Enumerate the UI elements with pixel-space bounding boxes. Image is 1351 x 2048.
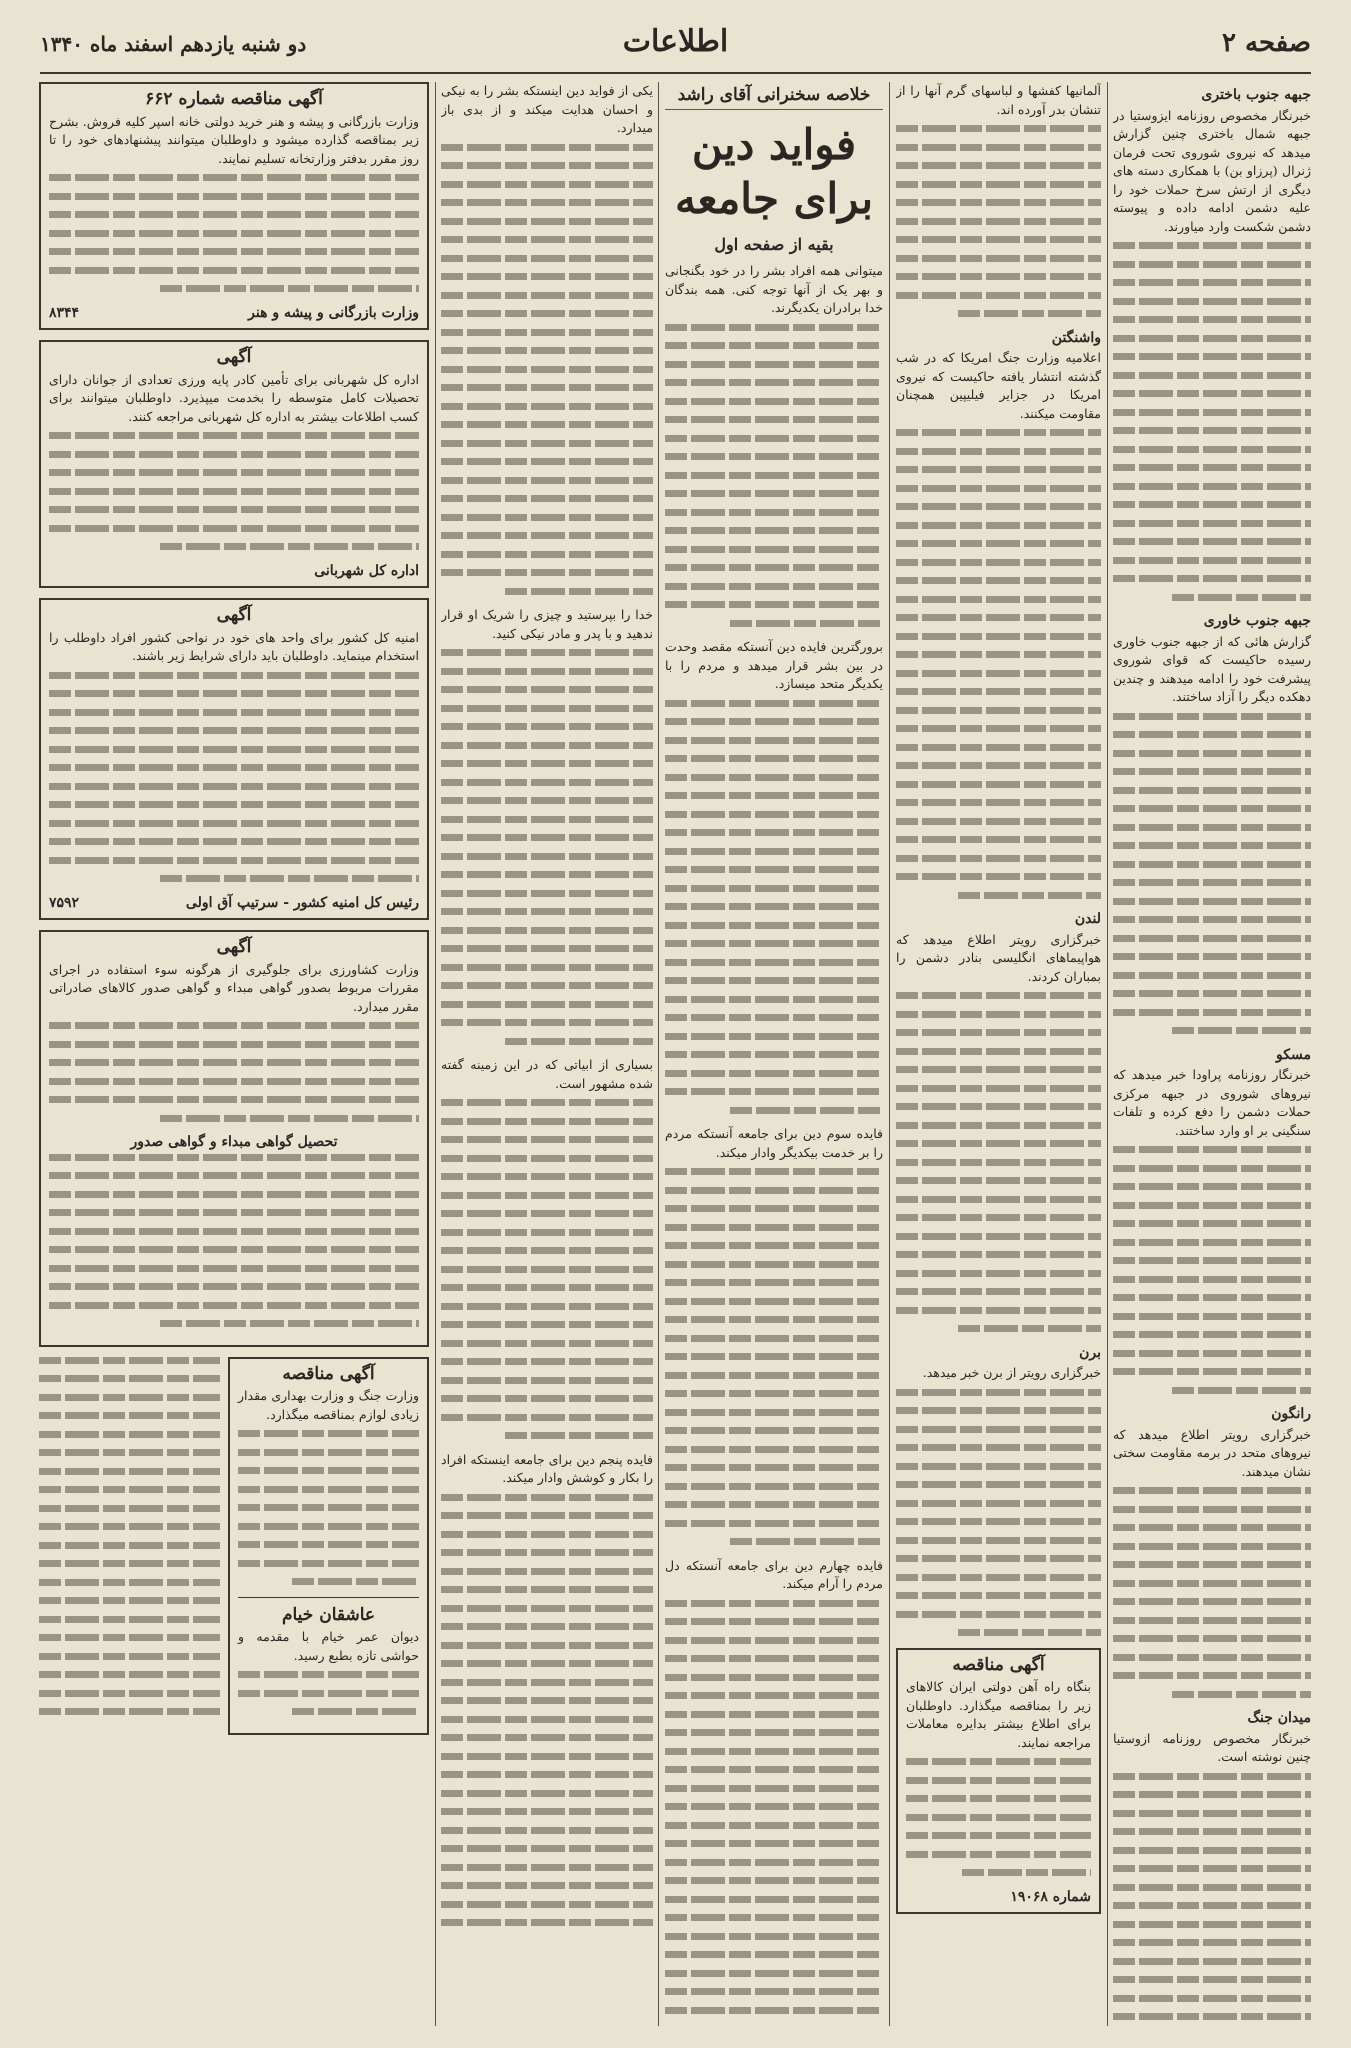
body-text-lines	[441, 1494, 653, 1927]
tender-notice-box	[896, 1648, 1101, 1915]
headline: جبهه جنوب خاوری	[1203, 613, 1311, 629]
masthead	[40, 14, 1311, 74]
tender-notice-box	[39, 82, 429, 330]
body-text-lines	[896, 992, 1101, 1332]
column-rule	[435, 82, 436, 2026]
article-text: فایده سوم دین برای جامعه آنستکه مردم را بر خدمت بیکدیگر وادار میکند.	[665, 1126, 883, 1160]
page-label: صفحه ۲	[1222, 28, 1311, 58]
body-text-lines	[665, 1168, 883, 1545]
notice-ref: شماره ۱۹۰۶۸	[1010, 1888, 1091, 1905]
article-text: خبرگزاری رویتر اطلاع میدهد که هواپیماهای انگلیسی بنادر دشمن را بمباران کردند.	[896, 931, 1101, 984]
body-text-lines	[1113, 1773, 1311, 2027]
notice-signature: رئیس کل امنیه کشور - سرتیپ آق اولی	[185, 894, 419, 911]
article-text: خبرگزاری رویتر از برن خبر میدهد.	[922, 1365, 1101, 1380]
body-text-lines	[896, 125, 1101, 317]
body-text-lines	[49, 672, 419, 883]
police-notice-box	[39, 340, 429, 588]
notice-text: امنیه کل کشور برای واحد های خود در نواحی کشور افراد داوطلب را استخدام مینماید. داوطلبان باید دارای شرایط زیر باشند.	[49, 629, 419, 663]
notice-title: آگهی	[216, 347, 252, 367]
notice-title: آگهی	[216, 605, 252, 625]
tender-notice-box	[228, 1357, 429, 1735]
notice-ref: ۷۵۹۲	[49, 894, 80, 911]
body-text-lines	[49, 1022, 419, 1122]
notice-text: بنگاه راه آهن دولتی ایران کالاهای زیر را بمناقصه میگذارد. داوطلبان برای اطلاع بیشتر بدایره معاملات مراجعه نمایند.	[906, 1679, 1091, 1750]
body-text-lines	[238, 1671, 419, 1715]
agriculture-notice-box	[39, 930, 429, 1347]
column-feature-continued	[441, 82, 653, 2026]
body-text-lines	[441, 649, 653, 1045]
bottom-notices-row	[39, 1357, 429, 1745]
body-text-lines	[49, 174, 419, 292]
article-text: خبرنگار مخصوص روزنامه ازوستیا چنین نوشته است.	[1113, 1730, 1311, 1764]
issue-date: دو شنبه یازدهم اسفند ماه ۱۳۴۰	[40, 32, 307, 56]
notice-signature: اداره کل شهربانی	[314, 562, 419, 579]
body-text-lines	[238, 1430, 419, 1585]
headline: واشنگتن	[1051, 329, 1101, 346]
body-text-lines	[39, 1357, 220, 1716]
column-news-world	[896, 82, 1101, 2026]
notice-text: وزارت جنگ و وزارت بهداری مقدار زیادی لوازم بمناقصه میگذارد.	[238, 1388, 419, 1422]
article-text: میتوانی همه افراد بشر را در خود بگنجانی و بهر یک از آنها توجه کنی. همه بندگان خدا برادران یکدیگرند.	[665, 263, 883, 315]
article-text: بسیاری از ابیاتی که در این زمینه گفته شده مشهور است.	[441, 1057, 653, 1091]
article-text: آلمانیها کفشها و لباسهای گرم آنها را از تنشان بدر آورده اند.	[896, 83, 1101, 117]
article-text: فایده پنجم دین برای جامعه اینستکه افراد را بکار و کوشش وادار میکند.	[441, 1451, 653, 1485]
gendarmerie-notice-box	[39, 598, 429, 920]
body-text-lines	[49, 1154, 419, 1328]
body-text-lines	[1113, 242, 1311, 601]
body-text-lines	[665, 324, 883, 627]
headline: لندن	[1074, 911, 1101, 927]
article-text: خدا را بپرستید و چیزی را شریک او قرار ندهید و با پدر و مادر نیکی کنید.	[441, 607, 653, 641]
column-rule	[1107, 82, 1108, 2026]
body-text-lines	[441, 144, 653, 595]
headline: مسکو	[1276, 1046, 1311, 1063]
article-text: گزارش هائی که از جبهه جنوب خاوری رسیده حاکیست که قوای شوروی پیشرفت خود را ادامه میدهند و چندین دهکده دیگر را آزاد ساختند.	[1113, 633, 1311, 704]
column-rule	[889, 82, 890, 2026]
body-text-lines	[1113, 1146, 1311, 1394]
feature-kicker: خلاصه سخنرانی آقای راشد	[665, 86, 883, 110]
article-text: خبرگزاری رویتر اطلاع میدهد که نیروهای متحد در برمه مقاومت سختی نشان میدهند.	[1113, 1426, 1311, 1479]
article-text: اعلامیه وزارت جنگ امریکا که در شب گذشته انتشار یافته حاکیست که نیروی امریکا در جزایر فیلیپین همچنان مقاومت میکنند.	[896, 350, 1101, 421]
notice-text: دیوان عمر خیام با مقدمه و حواشی تازه بطبع رسید.	[238, 1629, 419, 1663]
column-notices	[39, 82, 429, 2026]
notice-title: آگهی مناقصه شماره ۶۶۲	[145, 89, 323, 109]
notice-ref: ۸۳۴۴	[49, 304, 80, 321]
notice-text: وزارت بازرگانی و پیشه و هنر خرید دولتی خانه اسپر کلیه فروش. بشرح زیر بمناقصه گذارده میشود و داوطلبان میتوانند پیشنهادهای خود را تا روز مقرر بدفتر وزارتخانه تسلیم نمایند.	[49, 113, 419, 166]
column-news-fronts	[1113, 82, 1311, 2026]
body-text-lines	[1113, 713, 1311, 1035]
notice-text: اداره کل شهربانی برای تأمین کادر پایه ورزی تعدادی از جوانان دارای تحصیلات کامل متوسطه را بخدمت میپذیرد. داوطلبان میتوانند برای کسب اطلاعات بیشتر به اداره کل شهربانی مراجعه کنند.	[49, 371, 419, 424]
body-text-lines	[441, 1099, 653, 1439]
feature-title: فواید دین برای جامعه	[674, 119, 874, 223]
headline: برن	[1079, 1344, 1101, 1361]
headline: رانگون	[1271, 1406, 1311, 1422]
headline: جبهه جنوب باختری	[1201, 87, 1311, 103]
body-text-lines	[896, 429, 1101, 899]
notice-title: آگهی	[216, 937, 252, 957]
bottom-article	[39, 1357, 220, 1745]
notice-text: وزارت کشاورزی برای جلوگیری از هرگونه سوء استفاده در اجرای مقررات مربوط بصدور گواهی مبداء و گواهی صدور کالاهای صادراتی مقرر میدارد.	[49, 961, 419, 1014]
paper-name: اطلاعات	[622, 24, 729, 59]
notice-signature: وزارت بازرگانی و پیشه و هنر	[248, 304, 419, 321]
body-text-lines	[665, 1600, 883, 2014]
notice-title: آگهی مناقصه	[282, 1363, 375, 1384]
article-text: برورگترین فایده دین آنستکه مقصد وحدت در بین بشر قرار میدهد و مردم را با یکدیگر متحد میسازد.	[665, 639, 883, 691]
column-rule	[658, 82, 659, 2026]
body-text-lines	[906, 1758, 1091, 1876]
body-text-lines	[896, 1389, 1101, 1637]
feature-continuation: بقیه از صفحه اول	[714, 234, 834, 254]
article-text: خبرنگار مخصوص روزنامه ایزوستیا در جبهه شمال باختری چنین گزارش میدهد که نیروی شوروی تحت فرمان ژنرال (پرزاو بن) با همکاری دسته های دیگری از ارتش سرخ حملات خود را علیه دشمن ادامه داده و پیوسته دشمن شکست وارد میاورند.	[1113, 107, 1311, 234]
column-feature-article	[665, 82, 883, 2026]
article-text: فایده چهارم دین برای جامعه آنستکه دل مردم را آرام میکند.	[665, 1557, 883, 1591]
notice-title: آگهی مناقصه	[952, 1654, 1045, 1675]
notice-title: عاشقان خیام	[281, 1604, 376, 1625]
article-text: خبرنگار روزنامه پراودا خبر میدهد که نیروهای شوروی در جبهه مرکزی حملات دشمن را دفع کرده و تلفات سنگینی بر او وارد ساختند.	[1113, 1067, 1311, 1138]
body-text-lines	[665, 700, 883, 1114]
body-text-lines	[1113, 1487, 1311, 1698]
article-text: یکی از فواید دین اینستکه بشر را به نیکی و احسان هدایت میکند و از بدی باز میدارد.	[441, 83, 653, 135]
body-text-lines	[49, 432, 419, 550]
headline: میدان جنگ	[1247, 1710, 1311, 1726]
notice-subtitle: تحصیل گواهی مبداء و گواهی صدور	[130, 1134, 338, 1150]
